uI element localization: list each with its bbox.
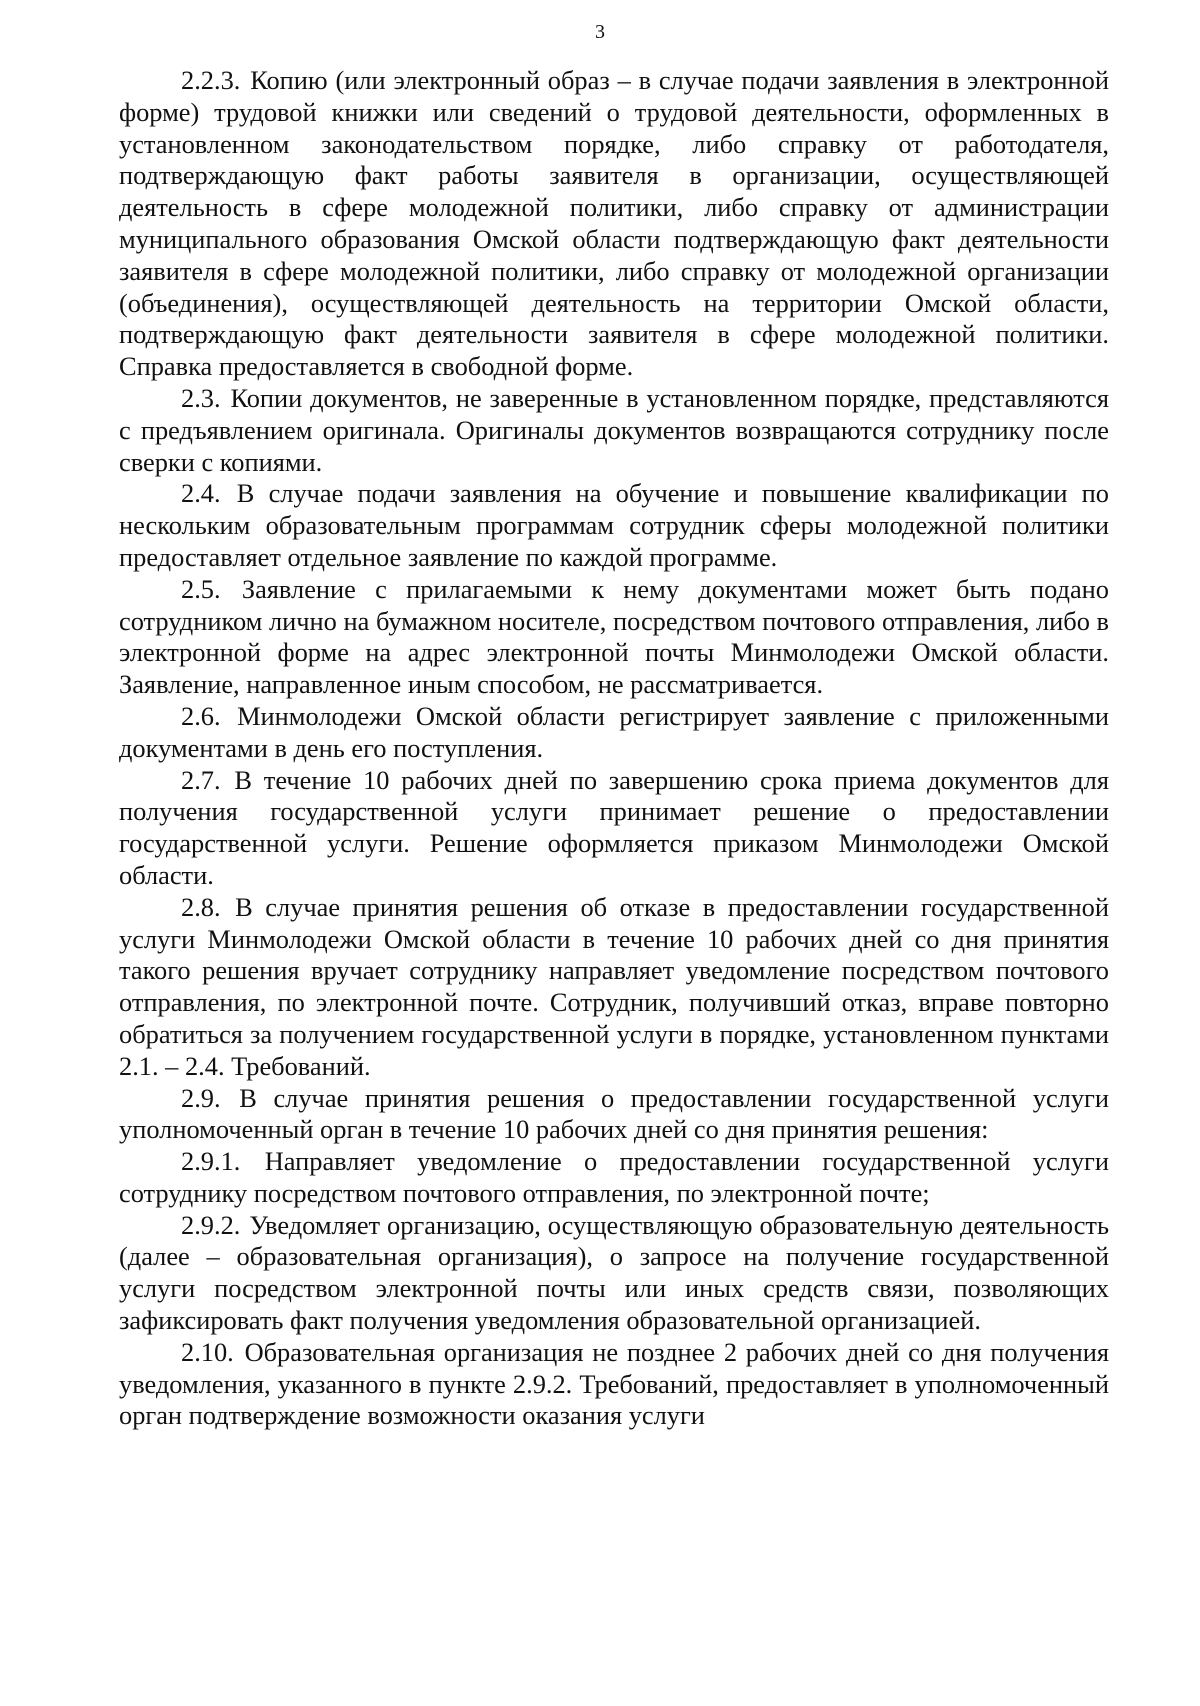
paragraph-number: 2.8. [181, 891, 221, 922]
paragraph-number: 2.9.1. [181, 1146, 241, 1177]
paragraph-text: В течение 10 рабочих дней по завершению срока приема документов для получения государственной услуги принимает решение о предоставлении государственной услуги. Решение оформляется приказом Минмолодежи Омской области. [119, 764, 1109, 890]
paragraph-number: 2.7. [181, 764, 221, 795]
paragraph-text: Заявление с прилагаемыми к нему документами может быть подано сотрудником лично на бумажном носителе, посредством почтового отправления, либо в электронной форме на адрес электронной почты Минмолодежи Омской области. Заявление, направленное иным способом, не рассматривается. [119, 573, 1109, 700]
paragraph-2-9 [119, 1083, 1109, 1147]
paragraph-text: Минмолодежи Омской области регистрирует заявление с приложенными документами в день его поступления. [119, 700, 1109, 763]
paragraph-text: Направляет уведомление о предоставлении государственной услуги сотруднику посредством почтового отправления, по электронной почте; [119, 1146, 1109, 1208]
paragraph-2-8 [119, 892, 1109, 1083]
paragraph-text: В случае принятия решения о предоставлении государственной услуги уполномоченный орган в течение 10 рабочих дней со дня принятия решения: [119, 1082, 1109, 1145]
paragraph-2-9-1 [119, 1146, 1109, 1210]
paragraph-2-2-3 [119, 65, 1109, 383]
paragraph-text: В случае подачи заявления на обучение и повышение квалификации по нескольким образовательным программам сотрудник сферы молодежной политики предоставляет отдельное заявление по каждой программе. [119, 478, 1109, 572]
paragraph-2-7 [119, 765, 1109, 892]
paragraph-number: 2.10. [181, 1336, 234, 1367]
paragraph-number: 2.2.3. [181, 65, 241, 95]
paragraph-2-9-2 [119, 1210, 1109, 1337]
paragraph-text: В случае принятия решения об отказе в предоставлении государственной услуги Минмолодежи Омской области в течение 10 рабочих дней со дня принятия такого решения вручает сотруднику направляет уведомление посредством почтового отправления, по электронной почте. Сотрудник, получивший отказ, вправе повторно обратиться за получением государственной услуги в порядке, установленном пунктами 2.1. – 2.4. Требований. [119, 891, 1109, 1081]
paragraph-2-10 [119, 1337, 1109, 1432]
paragraph-number: 2.4. [181, 478, 221, 509]
paragraph-2-3 [119, 383, 1109, 478]
paragraph-2-6 [119, 701, 1109, 765]
paragraph-text: Уведомляет организацию, осуществляющую образовательную деятельность (далее – образовательная организация), о запросе на получение государственной услуги посредством электронной почты или иных средств связи, позволяющих зафиксировать факт получения уведомления образовательной организацией. [119, 1209, 1109, 1336]
paragraph-number: 2.5. [181, 573, 221, 604]
paragraph-number: 2.9. [181, 1082, 221, 1113]
document-body [119, 65, 1109, 1432]
paragraph-number: 2.6. [181, 700, 221, 731]
paragraph-2-5 [119, 574, 1109, 701]
paragraph-text: Копию (или электронный образ – в случае подачи заявления в электронной форме) трудовой книжки или сведений о трудовой деятельности, оформленных в установленном законодательством порядке, либо справку от работодателя, подтверждающую факт работы заявителя в организации, осуществляющей деятельность в сфере молодежной политики, либо справку от администрации муниципального образования Омской области подтверждающую факт деятельности заявителя в сфере молодежной политики, либо справку от молодежной организации (объединения), осуществляющей деятельность на территории Омской области, подтверждающую факт деятельности заявителя в сфере молодежной политики. Справка предоставляется в свободной форме. [119, 65, 1109, 382]
paragraph-2-4 [119, 478, 1109, 573]
paragraph-text: Образовательная организация не позднее 2 рабочих дней со дня получения уведомления, указанного в пункте 2.9.2. Требований, предоставляет в уполномоченный орган подтверждение возможности оказания услуги [119, 1336, 1109, 1431]
page-number: 3 [595, 21, 605, 43]
paragraph-number: 2.9.2. [181, 1209, 241, 1240]
paragraph-number: 2.3. [181, 382, 221, 413]
paragraph-text: Копии документов, не заверенные в установленном порядке, представляются с предъявлением оригинала. Оригиналы документов возвращаются сотруднику после сверки с копиями. [119, 382, 1109, 477]
